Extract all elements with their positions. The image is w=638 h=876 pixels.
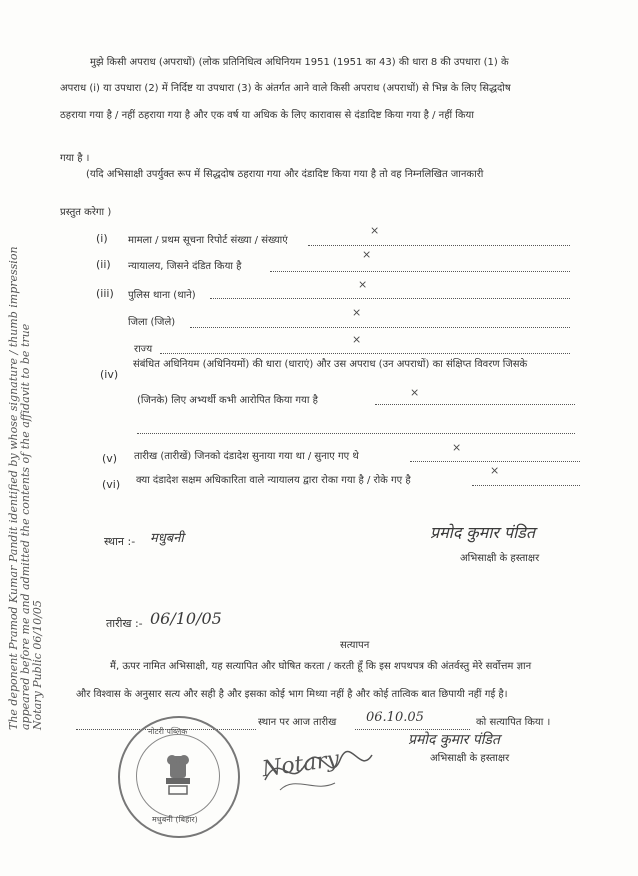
item-label-5: तारीख (तारीखें) जिनको दंडादेश सुनाया गया था / सुनाए गए थे <box>134 451 359 462</box>
verification-line-3b: को सत्यापित किया । <box>476 717 551 728</box>
item-line-4 <box>375 403 575 405</box>
item-line-3 <box>210 297 570 299</box>
item-line-2 <box>270 270 570 272</box>
item-num-1: (i) <box>96 232 108 245</box>
verification-sig-caption: अभिसाक्षी के हस्ताक्षर <box>430 753 510 764</box>
verification-line-2: और विश्वास के अनुसार सत्य और सही है और इसका कोई भाग मिथ्या नहीं है और कोई तात्विक बात छिपायी नहीं गई है। <box>76 689 508 700</box>
item-label-4: संबंधित अधिनियम (अधिनियमों) की धारा (धाराएं) और उस अपराध (उन अपराधों) का संक्षिप्त विवरण जिसके <box>133 359 528 370</box>
item-num-4: (iv) <box>100 368 119 381</box>
item-num-2: (ii) <box>96 258 111 271</box>
verification-line-1: मैं, ऊपर नामित अभिसाक्षी, यह सत्यापित और घोषित करता / करती हूँ कि इस शपथपत्र की अंतर्वस्तु मेरे सर्वोत्तम ज्ञान <box>110 661 532 672</box>
item-line-1 <box>308 244 570 246</box>
seal-bottom-text: मधुबनी (बिहार) <box>152 815 198 824</box>
item-label-state: राज्य <box>134 344 153 355</box>
item-line-district <box>190 326 570 328</box>
para-line-6: प्रस्तुत करेगा ) <box>60 207 112 218</box>
item-mark-1: × <box>370 224 380 237</box>
item-label-district: जिला (जिले) <box>128 317 176 328</box>
item-label-1: मामला / प्रथम सूचना रिपोर्ट संख्या / संख्याएं <box>128 235 288 246</box>
item-label-6: क्या दंडादेश सक्षम अधिकारिता वाले न्यायालय द्वारा रोका गया है / रोके गए है <box>136 475 411 486</box>
verification-date: 06.10.05 <box>366 710 424 725</box>
para-line-4: गया है । <box>60 153 90 164</box>
endorsement-line-2: appeared before me and admitted the contents of the affidavit to be true <box>19 323 32 730</box>
notary-scribble <box>260 745 380 795</box>
place-value: मधुबनी <box>150 531 184 546</box>
item-label-3: पुलिस थाना (थाने) <box>128 290 196 301</box>
para-line-5: (यदि अभिसाक्षी उपर्युक्त रूप में सिद्धदोष ठहराया गया और दंडादिष्ट किया गया है तो वह निम्नलिखित जानकारी <box>86 169 484 180</box>
item-mark-3: × <box>358 278 368 291</box>
item-label-4b: (जिनके) लिए अभ्यर्थी कभी आरोपित किया गया है <box>137 395 318 406</box>
item-mark-4: × <box>410 386 420 399</box>
date-value: 06/10/05 <box>150 609 222 628</box>
para-line-2: अपराध (i) या उपधारा (2) में निर्दिष्ट या उपधारा (3) के अंतर्गत आने वाले किसी अपराध (अपराधों) से भिन्न के लिए सिद्धदोष <box>60 83 511 94</box>
notary-seal <box>118 716 240 838</box>
verification-line-3a: स्थान पर आज तारीख <box>258 717 337 728</box>
item-mark-5: × <box>452 441 462 454</box>
item-num-5: (v) <box>102 452 118 465</box>
item-line-5 <box>410 460 580 462</box>
item-line-4b <box>137 432 575 434</box>
item-label-2: न्यायालय, जिसने दंडित किया है <box>128 261 242 272</box>
seal-top-text: नोटरी पब्लिक <box>148 727 188 736</box>
signature-caption: अभिसाक्षी के हस्ताक्षर <box>460 553 540 564</box>
item-mark-2: × <box>362 248 372 261</box>
endorsement-line-1: The deponent Pramod Kumar Pandit identified by whose signature / thumb impression <box>7 246 20 730</box>
item-num-3: (iii) <box>96 287 114 300</box>
item-mark-6: × <box>490 464 500 477</box>
para-line-1: मुझे किसी अपराध (अपराधों) (लोक प्रतिनिधित्व अधिनियम 1951 (1951 का 43) की धारा 8 की उपधारा (1) के <box>90 57 509 68</box>
place-label: स्थान :- <box>104 535 136 548</box>
para-line-3: ठहराया गया है / नहीं ठहराया गया है और एक वर्ष या अधिक के लिए कारावास से दंडादिष्ट किया गया है / नहीं किया <box>60 110 474 121</box>
item-line-state <box>160 352 570 354</box>
verification-signature: प्रमोद कुमार पंडित <box>408 732 500 748</box>
verification-heading: सत्यापन <box>340 640 370 651</box>
item-num-6: (vi) <box>102 478 121 491</box>
emblem-icon <box>160 752 196 798</box>
endorsement-line-3: Notary Public 06/10/05 <box>31 600 44 730</box>
item-mark-state: × <box>352 333 362 346</box>
deponent-signature: प्रमोद कुमार पंडित <box>430 523 535 542</box>
item-line-6 <box>472 484 580 486</box>
item-mark-district: × <box>352 306 362 319</box>
date-label: तारीख :- <box>106 617 143 630</box>
notary-signature: Notary <box>260 746 341 783</box>
notary-endorsement <box>8 246 44 730</box>
